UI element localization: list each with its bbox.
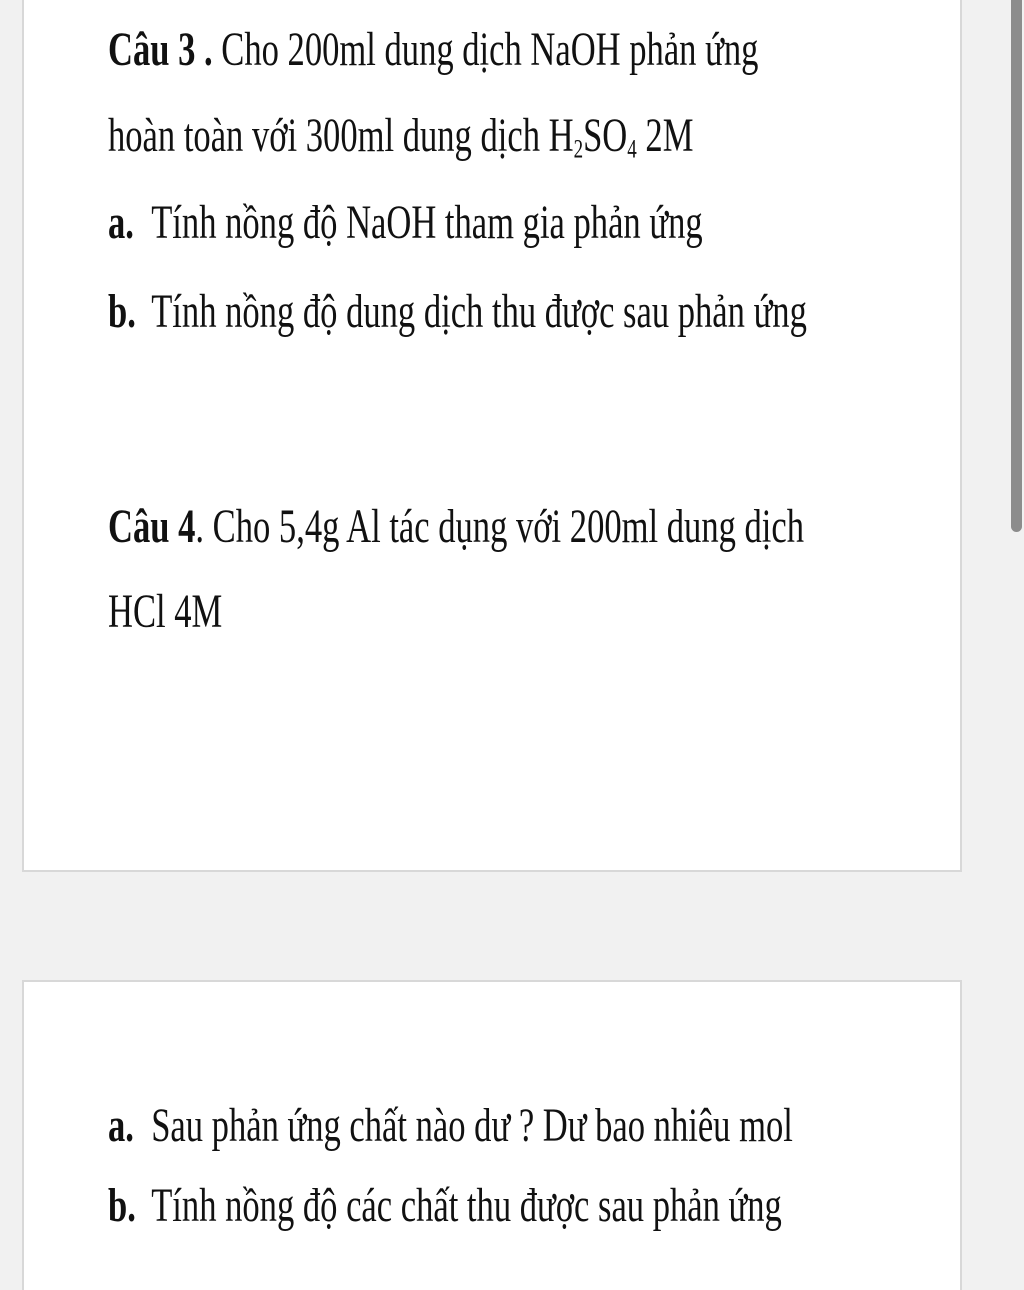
question-3-text-1: Cho 200ml dung dịch NaOH phản ứng (212, 23, 759, 76)
question-3-text-2: hoàn toàn với 300ml dung dịch H (108, 109, 574, 162)
question-4-item-a (108, 1099, 793, 1152)
scrollbar-thumb[interactable] (1011, 0, 1022, 532)
question-3-title: Câu 3 . (108, 23, 213, 76)
vertical-scrollbar[interactable] (1008, 0, 1024, 1280)
question-4-line-1 (108, 500, 805, 553)
item-b-text: Tính nồng độ các chất thu được sau phản ứng (151, 1179, 782, 1232)
question-3-item-a (108, 196, 703, 249)
document-page-1 (22, 0, 962, 872)
question-3-line-2 (108, 109, 694, 164)
question-3-text-2-end: 2M (636, 109, 694, 162)
item-b-label: b. (108, 285, 136, 338)
subscript-2: 2 (573, 133, 584, 164)
subscript-4: 4 (627, 133, 637, 164)
formula-so: SO (583, 109, 628, 162)
document-page-2 (22, 980, 962, 1290)
question-4-item-b (108, 1179, 782, 1232)
question-4-text-1: . Cho 5,4g Al tác dụng với 200ml dung dịch (195, 500, 805, 553)
item-b-label: b. (108, 1179, 136, 1232)
question-4-text-2: HCl 4M (108, 585, 223, 638)
question-4-line-2 (108, 585, 223, 638)
item-a-label: a. (108, 1099, 134, 1152)
question-3-line-1 (108, 23, 759, 76)
item-b-text: Tính nồng độ dung dịch thu được sau phản ứng (151, 285, 807, 338)
question-4-title: Câu 4 (108, 500, 196, 553)
item-a-text: Tính nồng độ NaOH tham gia phản ứng (151, 196, 703, 249)
item-a-label: a. (108, 196, 134, 249)
question-3-item-b (108, 285, 807, 338)
item-a-text: Sau phản ứng chất nào dư ? Dư bao nhiêu mol (151, 1099, 793, 1152)
